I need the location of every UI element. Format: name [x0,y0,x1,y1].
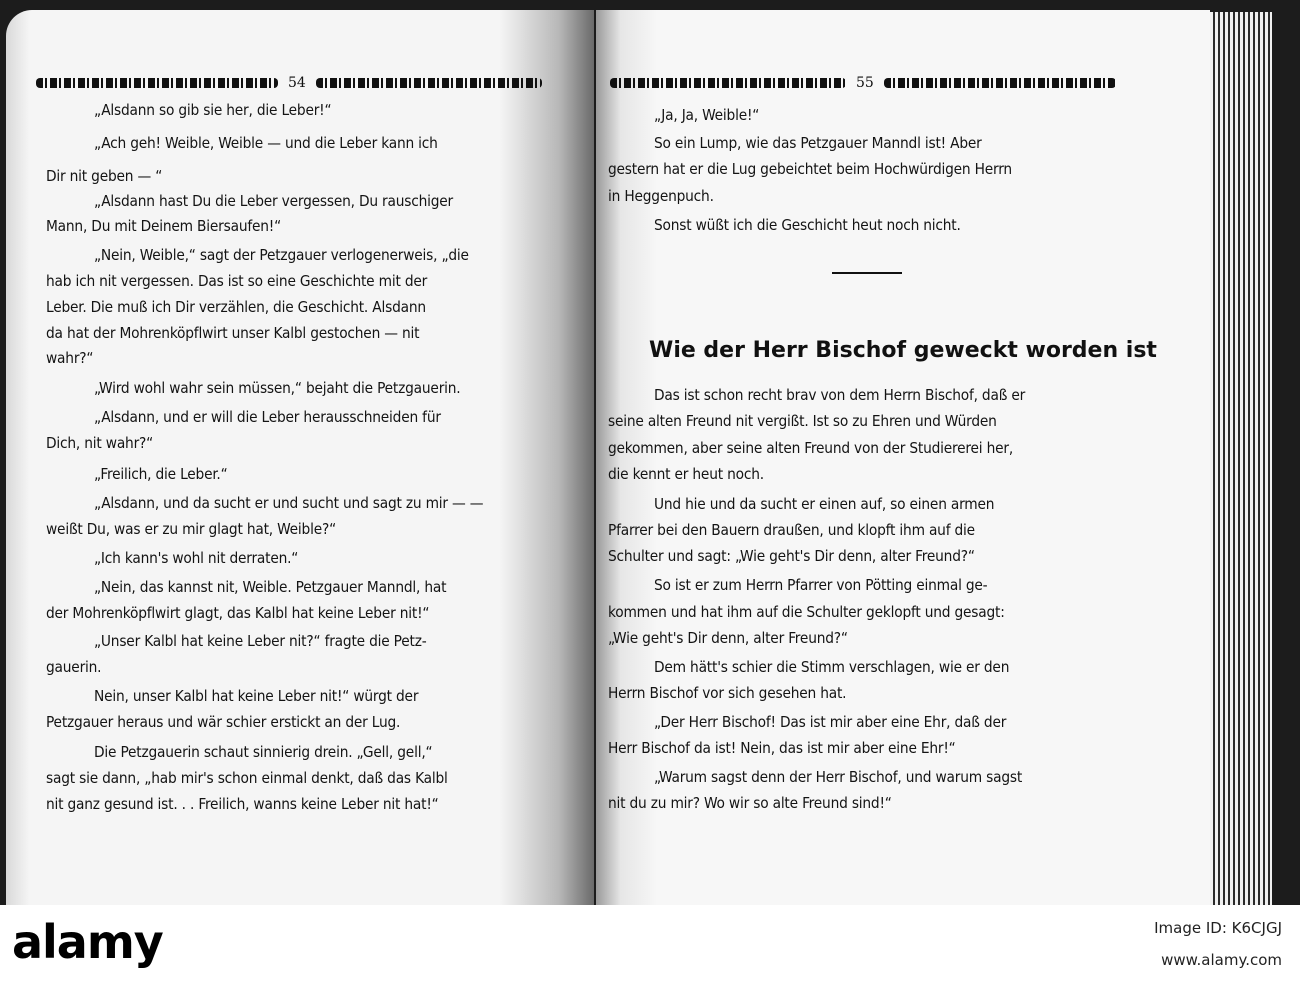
text-line: in Heggenpuch. [608,187,714,205]
alamy-logo: alamy [12,915,163,969]
text-line: seine alten Freund nit vergißt. Ist so zu Ehren und Würden [608,412,997,430]
text-line: Pfarrer bei den Bauern draußen, und klopft ihm auf die [608,521,975,539]
text-line: „Ich kann's wohl nit derraten.“ [94,549,299,567]
text-line: der Mohrenköpflwirt glagt, das Kalbl hat keine Leber nit!“ [46,604,430,622]
text-line: nit du zu mir? Wo wir so alte Freund sind!“ [608,794,892,812]
image-id-label: Image ID: K6CJGJ [1154,919,1282,937]
text-line: sagt sie dann, „hab mir's schon einmal denkt, daß das Kalbl [46,769,448,787]
ornament-right [316,78,542,88]
left-page-header [36,72,542,94]
text-line: „Ach geh! Weible, Weible — und die Leber kann ich [94,134,438,152]
text-line: Dem hätt's schier die Stimm verschlagen, wie er den [654,658,1010,676]
left-page [6,10,594,905]
right-page-number: 55 [856,75,874,91]
text-line: „Alsdann hast Du die Leber vergessen, Du rauschiger [94,192,454,210]
text-line: Und hie und da sucht er einen auf, so einen armen [654,495,995,513]
ornament-left [36,78,278,88]
left-page-number: 54 [288,75,306,91]
ornament-right [884,78,1116,88]
text-line: „Warum sagst denn der Herr Bischof, und warum sagst [654,768,1023,786]
text-line: „Unser Kalbl hat keine Leber nit?“ fragte die Petz- [94,632,427,650]
text-line: Mann, Du mit Deinem Biersaufen!“ [46,217,282,235]
right-page-header [610,72,1116,94]
text-line: „Freilich, die Leber.“ [94,465,228,483]
text-line: „Wie geht's Dir denn, alter Freund?“ [608,629,848,647]
watermark-footer [0,905,1300,995]
text-line: „Alsdann so gib sie her, die Leber!“ [94,101,332,119]
text-line: So ist er zum Herrn Pfarrer von Pötting einmal ge- [654,576,988,594]
text-line: Dir nit geben — “ [46,167,163,185]
text-line: gekommen, aber seine alten Freund von der Studiererei her, [608,439,1014,457]
right-page [596,10,1210,905]
text-line: hab ich nit vergessen. Das ist so eine Geschichte mit der [46,272,428,290]
page-edges [1210,12,1272,905]
text-line: Herr Bischof da ist! Nein, das ist mir aber eine Ehr!“ [608,739,956,757]
text-line: „Alsdann, und er will die Leber herausschneiden für [94,408,441,426]
text-line: weißt Du, was er zu mir glagt hat, Weible?“ [46,520,336,538]
text-line: So ein Lump, wie das Petzgauer Manndl ist! Aber [654,134,982,152]
text-line: Leber. Die muß ich Dir verzählen, die Geschicht. Alsdann [46,298,426,316]
section-divider [832,272,902,274]
text-line: gestern hat er die Lug gebeichtet beim Hochwürdigen Herrn [608,160,1012,178]
text-line: Petzgauer heraus und wär schier erstickt an der Lug. [46,713,401,731]
text-line: Herrn Bischof vor sich gesehen hat. [608,684,847,702]
text-line: die kennt er heut noch. [608,465,764,483]
text-line: Sonst wüßt ich die Geschicht heut noch nicht. [654,216,961,234]
ornament-left [610,78,846,88]
text-line: „Nein, das kannst nit, Weible. Petzgauer Manndl, hat [94,578,447,596]
text-line: gauerin. [46,658,102,676]
text-line: Die Petzgauerin schaut sinnierig drein. „Gell, gell,“ [94,743,433,761]
text-line: „Nein, Weible,“ sagt der Petzgauer verlogenerweis, „die [94,246,469,264]
text-line: nit ganz gesund ist. . . Freilich, wanns keine Leber nit hat!“ [46,795,439,813]
text-line: wahr?“ [46,349,94,367]
text-line: „Alsdann, und da sucht er und sucht und sagt zu mir — — [94,494,484,512]
site-url: www.alamy.com [1161,951,1282,969]
section-heading: Wie der Herr Bischof geweckt worden ist [649,338,1157,363]
text-line: Schulter und sagt: „Wie geht's Dir denn, alter Freund?“ [608,547,975,565]
text-line: „Der Herr Bischof! Das ist mir aber eine Ehr, daß der [654,713,1007,731]
text-line: Dich, nit wahr?“ [46,434,154,452]
text-line: „Ja, Ja, Weible!“ [654,106,760,124]
text-line: „Wird wohl wahr sein müssen,“ bejaht die Petzgauerin. [94,379,461,397]
text-line: kommen und hat ihm auf die Schulter geklopft und gesagt: [608,603,1005,621]
text-line: da hat der Mohrenköpflwirt unser Kalbl gestochen — nit [46,324,420,342]
text-line: Nein, unser Kalbl hat keine Leber nit!“ würgt der [94,687,419,705]
text-line: Das ist schon recht brav von dem Herrn Bischof, daß er [654,386,1026,404]
